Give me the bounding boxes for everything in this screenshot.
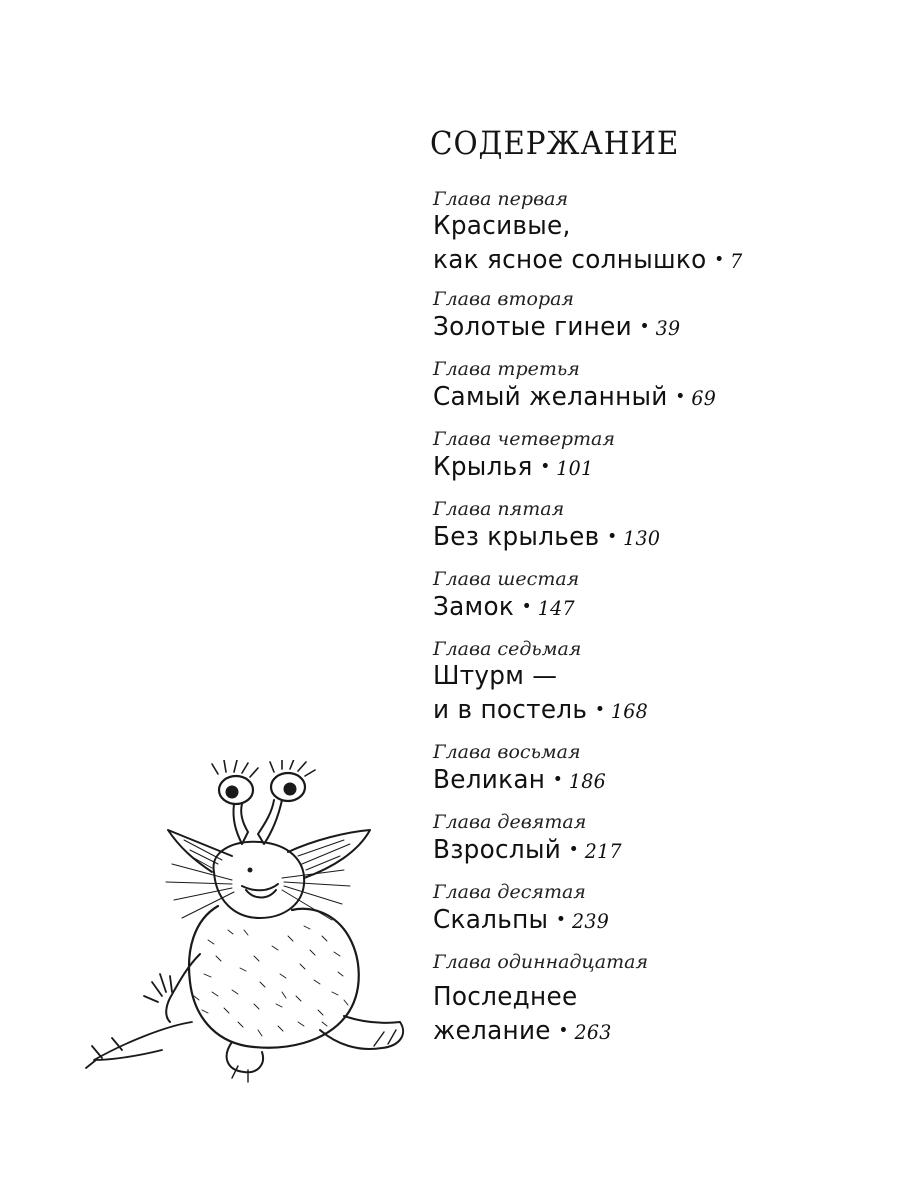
right-eye-icon	[270, 760, 315, 801]
chapter-title-text: Взрослый	[433, 835, 562, 865]
toc-entry	[433, 811, 893, 868]
left-eye-icon	[212, 760, 258, 804]
separator-bullet: •	[675, 386, 686, 407]
toc-entry	[433, 188, 893, 278]
chapter-label: Глава шестая	[433, 568, 580, 590]
right-foot	[320, 1016, 403, 1049]
page-number: 186	[568, 769, 606, 793]
toc-entry	[433, 498, 893, 555]
toc-entry	[433, 638, 893, 728]
chapter-label: Глава девятая	[433, 811, 587, 833]
chapter-label: Глава третья	[433, 358, 580, 380]
chapter-title-line: Последнее	[433, 982, 578, 1012]
chapter-label: Глава пятая	[433, 498, 565, 520]
chapter-title	[433, 210, 870, 278]
chapter-title-text: Без крыльев	[433, 522, 600, 552]
chapter-label: Глава первая	[433, 188, 569, 210]
page-number: 263	[574, 1020, 612, 1044]
separator-bullet: •	[568, 839, 580, 860]
page-number: 217	[584, 839, 622, 863]
separator-bullet: •	[540, 456, 551, 477]
chapter-title	[433, 660, 870, 728]
separator-bullet: •	[558, 1020, 569, 1041]
separator-bullet: •	[714, 249, 725, 270]
fur-texture	[194, 926, 348, 1036]
chapter-title-line-last	[433, 693, 870, 728]
separator-bullet: •	[555, 909, 567, 930]
separator-bullet: •	[639, 316, 650, 337]
toc-entry	[433, 568, 893, 625]
chapter-title-text: Замок	[433, 592, 515, 622]
toc-entry	[433, 288, 893, 345]
nose	[248, 868, 252, 872]
body	[189, 906, 359, 1048]
chapter-title-text: Самый желанный	[433, 382, 668, 412]
chapter-title	[433, 450, 870, 485]
ground-hand	[86, 1022, 192, 1068]
separator-bullet: •	[521, 596, 533, 617]
chapter-title-text: и в постель	[433, 695, 588, 725]
separator-bullet: •	[594, 699, 606, 720]
chapter-label: Глава седьмая	[433, 638, 582, 660]
chapter-title-line-last	[433, 763, 870, 798]
toc-entry	[433, 428, 893, 485]
chapter-title-line: Красивые,	[433, 211, 571, 241]
chapter-title-text: Великан	[433, 765, 546, 795]
chapter-title	[433, 833, 870, 868]
toc-entry	[433, 951, 893, 1049]
right-eye-stalk	[258, 800, 282, 844]
chapter-title-text: желание	[433, 1016, 551, 1046]
chapter-title-line-last	[433, 310, 870, 345]
chapter-title	[433, 520, 870, 555]
chapter-title-line-last	[433, 450, 870, 485]
separator-bullet: •	[607, 526, 618, 547]
chapter-label: Глава четвертая	[433, 428, 615, 450]
page-number: 239	[571, 909, 610, 933]
raised-paw	[144, 974, 172, 1002]
page-number: 39	[655, 316, 681, 340]
chapter-title	[433, 310, 870, 345]
mouth	[242, 884, 278, 898]
chapter-label: Глава восьмая	[433, 741, 581, 763]
chapter-label: Глава десятая	[433, 881, 586, 903]
chapter-title-text: Скальпы	[433, 905, 549, 935]
page-number: 147	[537, 596, 575, 620]
toc-entry	[433, 881, 893, 938]
left-eye-stalk	[233, 804, 248, 844]
page-number: 130	[623, 526, 661, 550]
chapter-title	[433, 981, 870, 1049]
chapter-title-line-last	[433, 590, 870, 625]
chapter-title-line: Штурм —	[433, 661, 558, 691]
chapter-title-text: Крылья	[433, 452, 533, 482]
right-ear	[288, 830, 370, 878]
chapter-title-line-last	[433, 903, 870, 938]
chapter-title	[433, 763, 870, 798]
chapter-title	[433, 590, 870, 625]
page-number: 168	[610, 699, 649, 723]
separator-bullet: •	[552, 769, 564, 790]
chapter-title	[433, 380, 870, 415]
page-number: 69	[691, 386, 717, 410]
chapter-title	[433, 903, 870, 938]
chapter-title-line-last	[433, 243, 870, 278]
page-number: 101	[556, 456, 594, 480]
creature-illustration	[82, 760, 417, 1085]
chapter-title-text: Золотые гинеи	[433, 312, 632, 342]
toc-entry	[433, 358, 893, 415]
page-number: 7	[730, 249, 743, 273]
chapter-title-text: как ясное солнышко	[433, 245, 707, 275]
chapter-label: Глава одиннадцатая	[433, 951, 649, 973]
chapter-title-line-last	[433, 520, 870, 555]
chapter-title-line-last	[433, 833, 870, 868]
chapter-label: Глава вторая	[433, 288, 575, 310]
toc-heading: СОДЕРЖАНИЕ	[430, 124, 680, 162]
toes	[232, 1030, 396, 1082]
toc-entry	[433, 741, 893, 798]
chapter-title-line-last	[433, 1014, 870, 1049]
chapter-title-line-last	[433, 380, 870, 415]
